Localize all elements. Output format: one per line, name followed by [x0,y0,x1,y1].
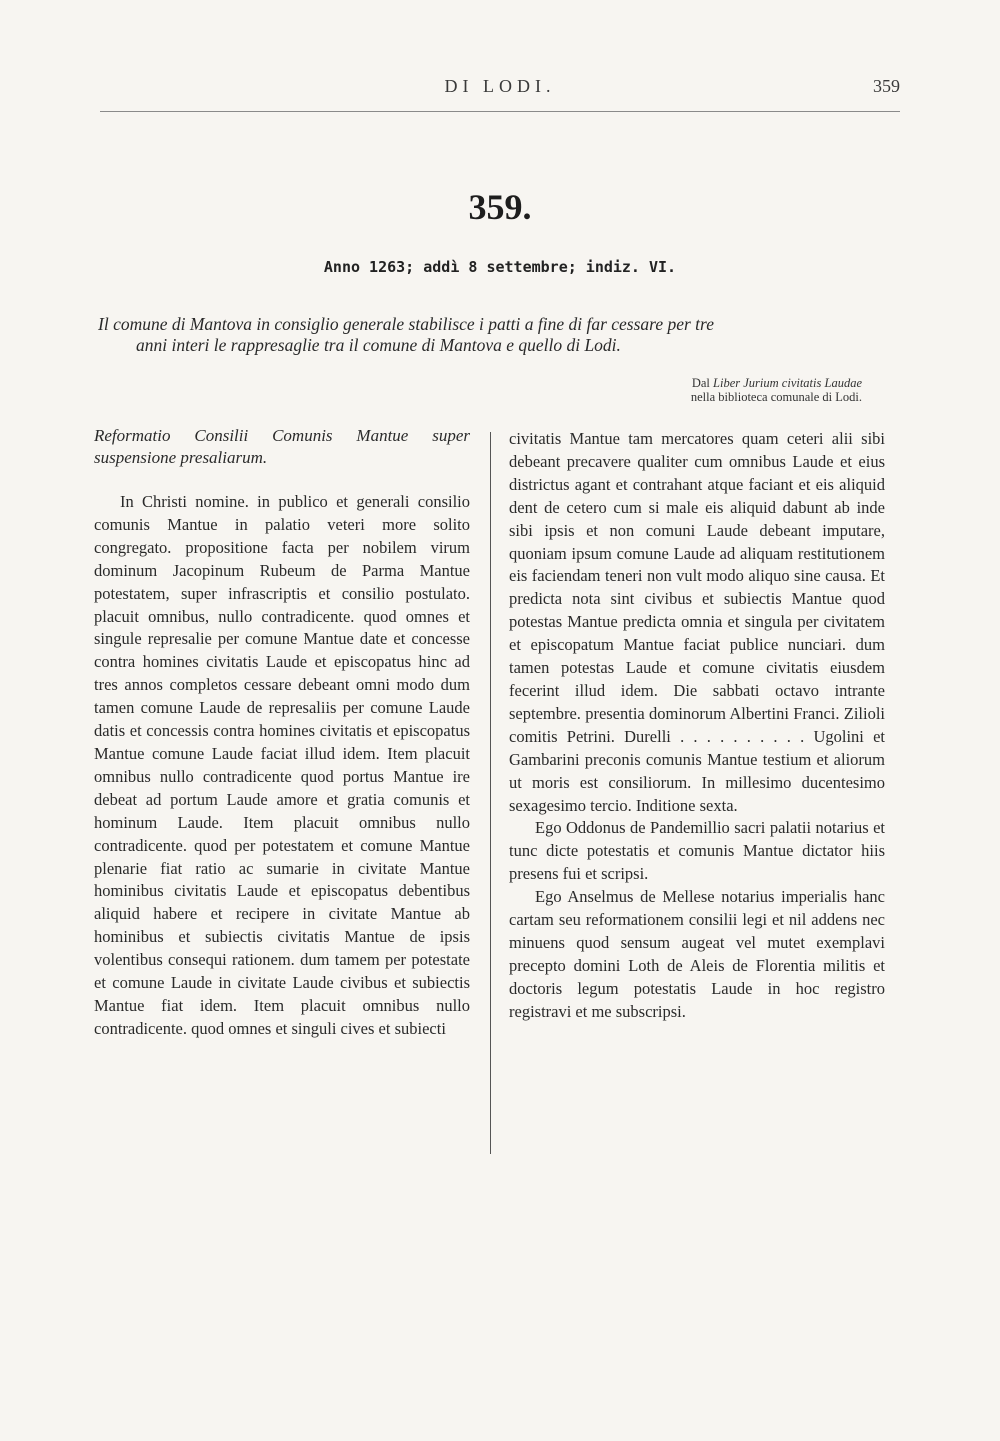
left-column-body: In Christi nomine. in publico et generali consilio comunis Mantue in palatio veteri more solito congregato. propositione facta per nobilem virum dominum Jacopinum Rubeum de Parma Mantue potestatem, super infrascriptis et consilio postulato. placuit omnibus, nullo contradicente. quod omnes et singule represalie per comune Mantue date et concesse contra homines civitatis Laude et episcopatus hinc ad tres annos completos cessare debeant omni modo dum tamen comune Laude de represaliis per comune Laude datis et concessis contra homines civitatis et episcopatus Mantue comune Laude faciat illud idem. Item placuit omnibus nullo contradicente quod portus Mantue ire debeat ad portum Laude amore et gratia comunis et hominum Laude. Item placuit omnibus nullo contradicente. quod per potestatem et comune Mantue plenarie fiat ratio ac sumarie in civitate Mantue hominibus civitatis Laude et episcopatus debentibus aliquid habere et recipere in civitate Mantue ab hominibus et subiectis civitatis Mantue de ipsis volentibus consequi rationem. dum tamem per potestate et comune Laude in civitate Laude civibus et subiectis Mantue fiat idem. Item placuit omnibus nullo contradicente. quod omnes et singuli cives et subiecti [94,492,470,1038]
source-line-2: nella biblioteca comunale di Lodi. [690,390,862,404]
date-line: Anno 1263; addì 8 settembre; indiz. VI. [323,258,677,276]
source-prefix: Dal [691,376,714,390]
column-divider [490,432,491,1154]
summary-line-1: Il comune di Mantova in consiglio generale stabilisce i patti a fine di far cessare per tre [98,314,714,334]
document-number: 359. [468,187,532,227]
running-head [100,76,900,102]
right-paragraph-1: civitatis Mantue tam mercatores quam ceteri alii sibi debeant precavere qualiter cum omnibus Laude et eius districtus agant et contrahant atque faciant et eis aliquid dent de cetero cum si male eis aliquid dabunt ab inde sibi ipsis et non comuni Laude debeant imputare, quoniam ipsum comune Laude ad aliquam restitutionem eis faciendam teneri non vult modo aliquo sine causa. Et predicta nota sint civibus et subiectis Mantue quod potestas Mantue predicta omnia et singula per civitatem et episcopatum Mantue faciat publice nunciari. dum tamen potestas Laude et comune civitatis eiusdem fecerint illud idem. Die sabbati octavo intrante septembre. presentia dominorum Albertini Franci. Zilioli comitis Petrini. Durelli . . . . . . . . . . Ugolini et Gambarini preconis comunis Mantue testium et aliorum ut moris est consiliorum. In millesimo ducentesimo sexagesimo tercio. Inditione sexta. [509,429,885,815]
summary-line-2: anni interi le rappresaglie tra il comune di Mantova e quello di Lodi. [136,335,621,355]
document-summary [98,314,900,356]
page-number: 359 [873,76,900,96]
right-column [509,428,885,1024]
left-column [94,425,470,1041]
source-line-1 [691,376,862,390]
section-heading: Reformatio Consilii Comunis Mantue super suspensione presaliarum. [94,426,470,467]
source-title: Liber Jurium civitatis Laudae [713,376,862,390]
right-paragraph-3: Ego Anselmus de Mellese notarius imperialis hanc cartam seu reformationem consilii legi et nil addens nec minuens quod sensum augeat vel mutet exemplavi precepto domini Loth de Aleis de Florentia militis et doctoris legum potestatis Laude in hoc registro registravi et me subscripsi. [509,887,885,1021]
right-paragraph-2: Ego Oddonus de Pandemillio sacri palatii notarius et tunc dicte potestatis et comunis Mantue dictator hiis presens fui et scripsi. [509,818,885,884]
running-title: DI LODI. [444,76,556,96]
header-rule [100,111,900,112]
source-note [691,376,862,404]
